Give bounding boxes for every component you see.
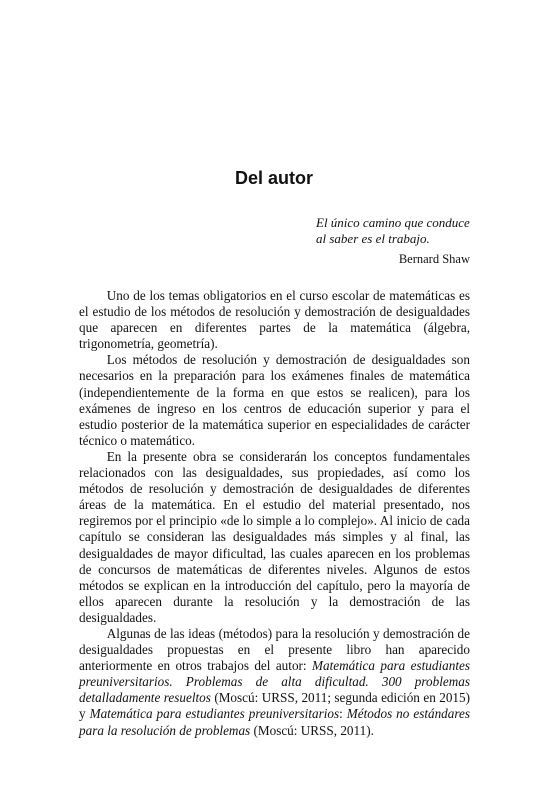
book-subtitle-2: Métodos no estándares para la resolución de problemas <box>79 706 471 738</box>
paragraph-3: En la presente obra se considerarán los conceptos fundamentales relacionados con las desigualdades, sus propiedades, así como los métodos de resolución y demostración de desigualdades de diferentes áreas de la matemática. En el estudio del material presentado, nos regiremos por el principio «de lo simple a lo complejo». Al inicio de cada capítulo se consideran las desigualdades más simples y al final, las desigualdades de mayor dificultad, las cuales aparecen en los problemas de concursos de matemáticas de diferentes niveles. Algunos de estos métodos se explican en la introducción del capítulo, pero la mayoría de ellos aparecen durante la resolución y la demostración de las desigualdades. <box>79 448 470 625</box>
paragraph-4-intro: Algunas de las ideas (métodos) para la resolución y demostración de desigualdades propuestas en el presente libro han aparecido anteriormente en otros trabajos del autor: <box>79 625 470 674</box>
paragraph-4-separator: : <box>339 706 347 722</box>
epigraph-line-2: al saber es el trabajo. <box>316 231 430 246</box>
book-title-1: Matemática para estudiantes preuniversitarios. Problemas de alta dificultad. 300 problemas detalladamente resueltos <box>79 658 470 706</box>
epigraph-line-1: El único camino que conduce <box>316 215 470 230</box>
paragraph-4-citation-2: (Moscú: URSS, 2011). <box>250 722 374 738</box>
epigraph-author: Bernard Shaw <box>398 252 470 266</box>
paragraph-1: Uno de los temas obligatorios en el curso escolar de matemáticas es el estudio de los métodos de resolución y demostración de desigualdades que aparecen en diferentes partes de la matemática (álgebra, trigonometría, geometría). <box>79 288 470 352</box>
paragraph-4-citation-1: (Moscú: URSS, 2011; segunda edición en 2015) y <box>79 690 470 722</box>
epigraph <box>316 215 470 267</box>
epigraph-quote <box>316 215 470 247</box>
paragraph-2: Los métodos de resolución y demostración de desigualdades son necesarios en la preparación para los exámenes finales de matemática (independientemente de la forma en que estos se realicen), para los exámenes de ingreso en los centros de educación superior y para el estudio posterior de la matemática superior en especialidades de carácter técnico o matemático. <box>79 352 470 448</box>
paragraph-4 <box>79 626 470 739</box>
chapter-title: Del autor <box>234 168 313 188</box>
body-text <box>79 288 470 739</box>
book-title-2: Matemática para estudiantes preuniversitarios <box>89 706 340 722</box>
